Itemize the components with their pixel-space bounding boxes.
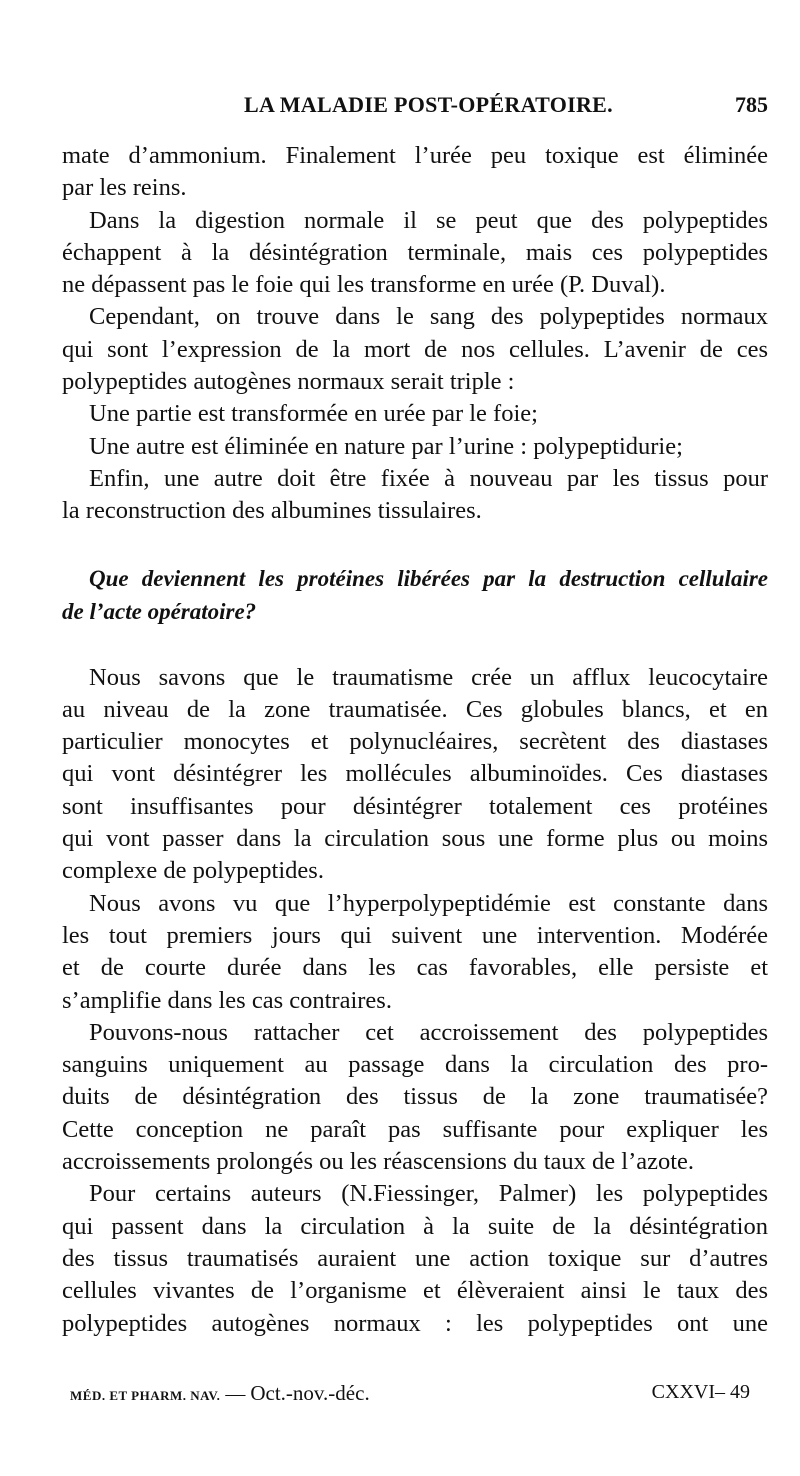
text-line: complexe de polypeptides. xyxy=(62,857,324,885)
text-line: accroissements prolongés ou les réascensions du taux de l’azote. xyxy=(62,1148,695,1176)
text-line: Pouvons-nous rattacher cet accroissement des polypeptides xyxy=(89,1018,768,1046)
page-number: 785 xyxy=(735,92,768,117)
paragraph xyxy=(62,1178,768,1339)
text-line: qui vont désintégrer les mollécules albuminoïdes. Ces diastases xyxy=(62,760,768,788)
text-line: duits de désintégration des tissus de la zone traumatisée? xyxy=(62,1083,768,1111)
text-line: la reconstruction des albumines tissulaires. xyxy=(62,497,482,525)
page-header xyxy=(62,92,768,126)
text-line: s’amplifie dans les cas contraires. xyxy=(62,986,392,1014)
paragraph xyxy=(62,431,768,463)
spacer xyxy=(62,628,768,662)
text-line: Une partie est transformée en urée par le foie; xyxy=(89,400,538,428)
footer-separator: — xyxy=(220,1383,251,1405)
paragraph xyxy=(62,662,768,888)
paragraph xyxy=(62,463,768,528)
text-line: et de courte durée dans les cas favorables, elle persiste et xyxy=(62,954,768,982)
text-line: Nous savons que le traumatisme crée un afflux leucocytaire xyxy=(89,663,768,691)
text-line: des tissus traumatisés auraient une action toxique sur d’autres xyxy=(62,1244,768,1272)
text-line: cellules vivantes de l’organisme et élèveraient ainsi le taux des xyxy=(62,1277,768,1305)
text-line: qui vont passer dans la circulation sous une forme plus ou moins xyxy=(62,825,768,853)
paragraph xyxy=(62,140,768,205)
text-line: qui passent dans la circulation à la suite de la désintégration xyxy=(62,1212,768,1240)
text-line: Dans la digestion normale il se peut que des polypeptides xyxy=(89,206,768,234)
text-line: Cependant, on trouve dans le sang des polypeptides normaux xyxy=(89,303,768,331)
paragraph xyxy=(62,1017,768,1178)
page-footer xyxy=(70,1381,750,1411)
text-line: Nous avons vu que l’hyperpolypeptidémie est constante dans xyxy=(89,889,768,917)
paragraph xyxy=(62,888,768,1017)
text-line: les tout premiers jours qui suivent une intervention. Modérée xyxy=(62,921,768,949)
heading-line: de l’acte opératoire? xyxy=(62,598,257,624)
spacer xyxy=(62,528,768,562)
text-line: polypeptides autogènes normaux : les polypeptides ont une xyxy=(62,1309,768,1337)
section-heading xyxy=(62,562,768,628)
body-text xyxy=(62,140,768,1340)
text-line: ne dépassent pas le foie qui les transforme en urée (P. Duval). xyxy=(62,271,666,299)
text-line: qui sont l’expression de la mort de nos cellules. L’avenir de ces xyxy=(62,335,768,363)
paragraph xyxy=(62,205,768,302)
text-line: mate d’ammonium. Finalement l’urée peu toxique est éliminée xyxy=(62,142,768,169)
paragraph xyxy=(62,301,768,398)
text-line: échappent à la désintégration terminale, mais ces polypeptides xyxy=(62,238,768,266)
footer-imprint xyxy=(70,1381,370,1406)
text-line: Une autre est éliminée en nature par l’urine : polypeptidurie; xyxy=(89,432,683,460)
text-line: Pour certains auteurs (N.Fiessinger, Palmer) les polypeptides xyxy=(89,1180,768,1208)
text-line: polypeptides autogènes normaux serait triple : xyxy=(62,368,515,396)
text-line: sont insuffisantes pour désintégrer totalement ces protéines xyxy=(62,792,768,820)
running-title: LA MALADIE POST-OPÉRATOIRE. xyxy=(244,92,613,117)
heading-line: Que deviennent les protéines libérées par la destruction cellulaire xyxy=(89,565,768,591)
footer-date: Oct.-nov.-déc. xyxy=(250,1381,370,1405)
footer-journal: MÉD. ET PHARM. NAV. xyxy=(70,1388,221,1403)
text-line: sanguins uniquement au passage dans la circulation des pro- xyxy=(62,1051,768,1079)
text-line: particulier monocytes et polynucléaires, secrètent des diastases xyxy=(62,728,768,756)
text-line: par les reins. xyxy=(62,174,187,202)
text-line: Cette conception ne paraît pas suffisante pour expliquer les xyxy=(62,1115,768,1143)
text-line: Enfin, une autre doit être fixée à nouveau par les tissus pour xyxy=(89,464,768,492)
paragraph xyxy=(62,398,768,430)
footer-signature: CXXVI– 49 xyxy=(651,1381,750,1403)
text-line: au niveau de la zone traumatisée. Ces globules blancs, et en xyxy=(62,695,768,723)
